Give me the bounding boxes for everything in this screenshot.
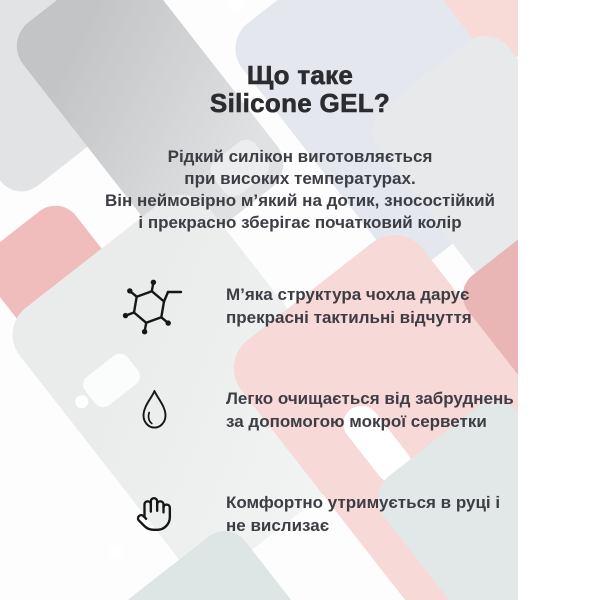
feature-line: за допомогою мокрої серветки xyxy=(226,412,487,431)
intro-line: Рідкий силікон виготовляється xyxy=(167,147,433,166)
page-title xyxy=(0,61,600,117)
feature-text xyxy=(226,283,472,329)
feature-easy-cleaning xyxy=(116,376,576,444)
hand-icon xyxy=(116,491,192,537)
intro-line: і прекрасно зберігає початковий колір xyxy=(138,213,462,232)
intro-line: при високих температурах. xyxy=(184,169,416,188)
feature-line: Комфортно утримується в руці і xyxy=(226,493,501,512)
feature-line: прекрасні тактильні відчуття xyxy=(226,308,472,327)
feature-text xyxy=(226,387,514,433)
feature-line: М’яка структура чохла дарує xyxy=(226,285,470,304)
water-drop-icon xyxy=(116,389,192,431)
feature-soft-structure xyxy=(116,270,576,342)
feature-comfortable-grip xyxy=(116,482,576,546)
feature-text xyxy=(226,491,500,537)
feature-line: Легко очищається від забруднень xyxy=(226,389,514,408)
molecule-icon xyxy=(116,277,192,335)
title-line-uk: Що таке xyxy=(246,60,354,91)
intro-paragraph xyxy=(30,146,570,234)
feature-line: не вислизає xyxy=(226,516,330,535)
intro-line: Він неймовірно м’який на дотик, зносостійкий xyxy=(105,191,495,210)
title-line-en: Silicone GEL? xyxy=(209,88,391,119)
